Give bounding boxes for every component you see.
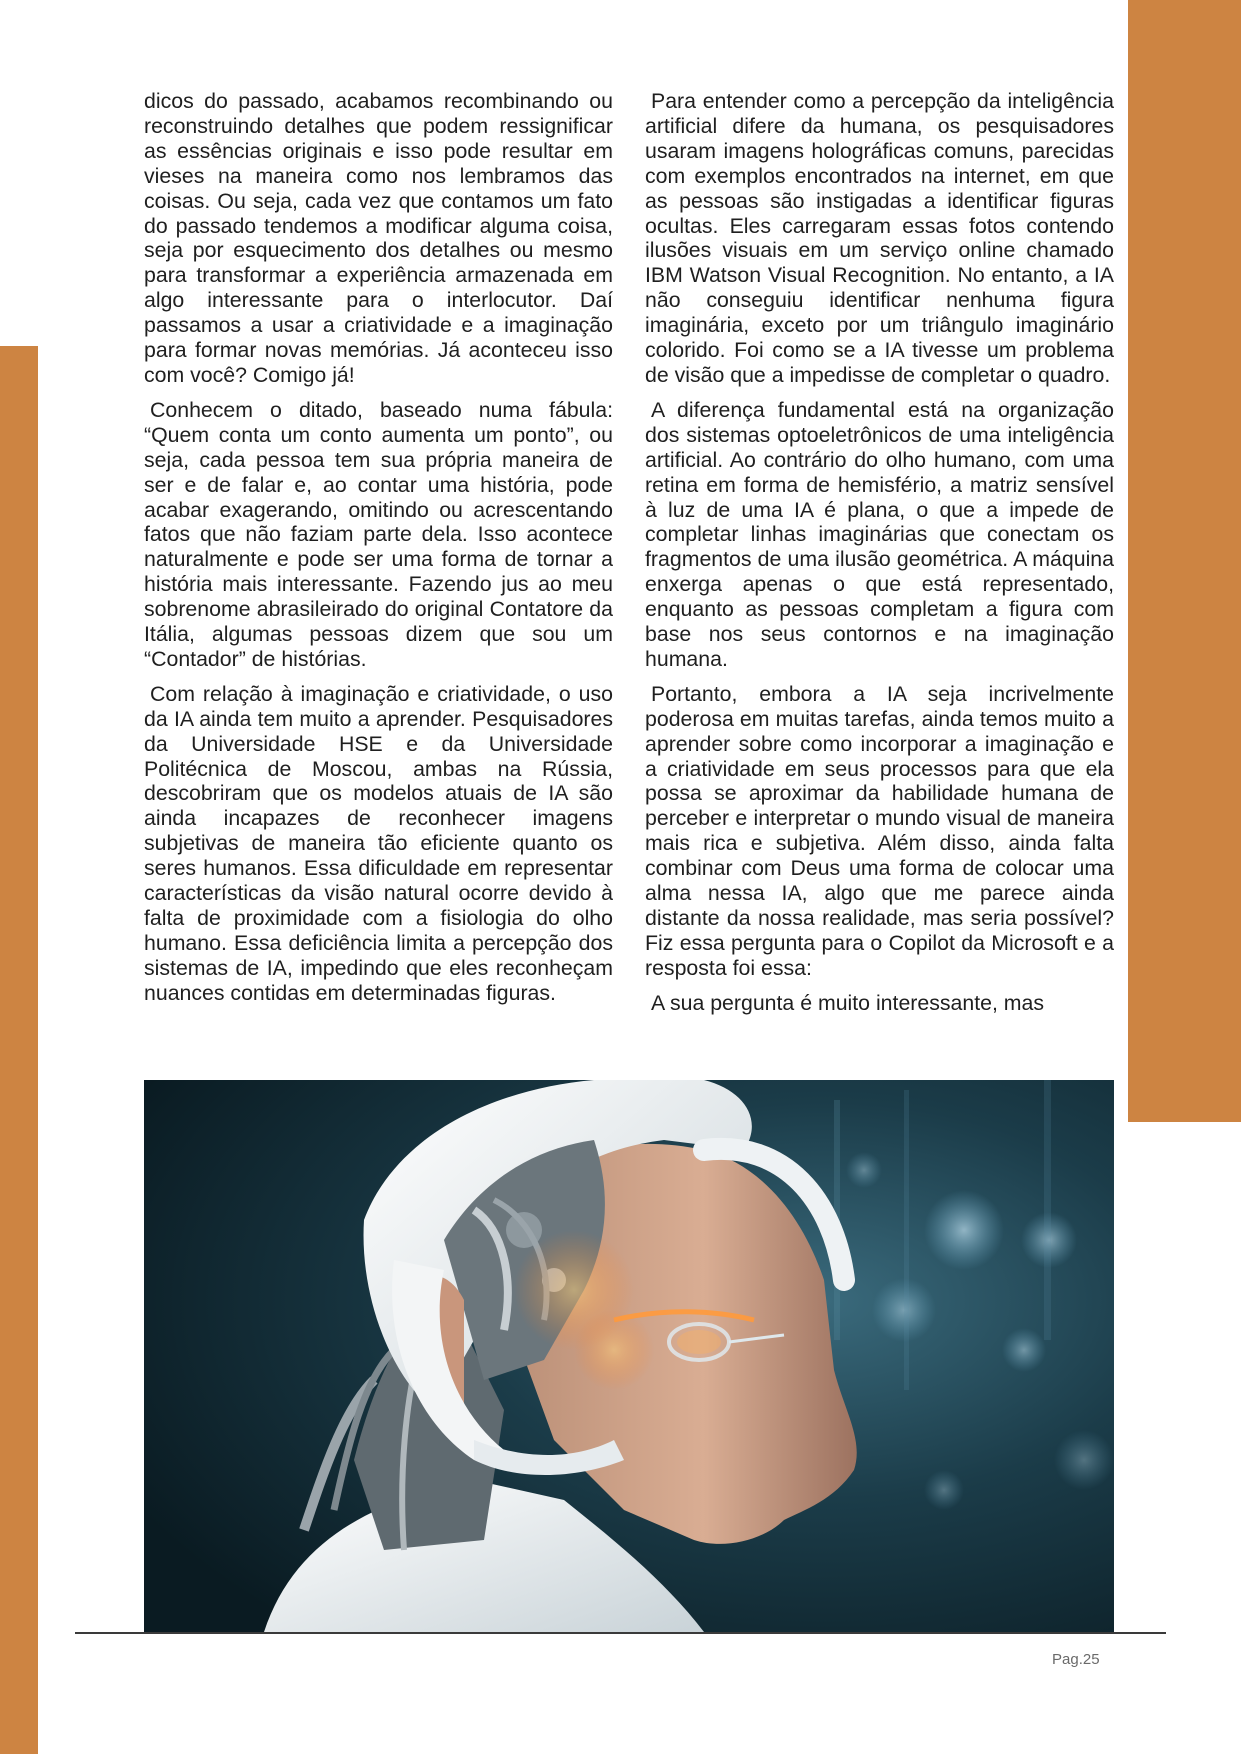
right-accent-bar: [1128, 0, 1241, 1122]
cyborg-head-illustration: [144, 1080, 1114, 1632]
paragraph: Portanto, embora a IA seja incrivelmente poderosa em muitas tarefas, ainda temos muito a aprender sobre como incorporar a imaginação e a criatividade em seus processos para que ela possa se aproximar da habilidade humana de perceber e interpretar o mundo visual de maneira mais rica e subjetiva. Além disso, ainda falta combinar com Deus uma forma de colocar uma alma nessa IA, algo que me parece ainda distante da nossa realidade, mas seria possível? Fiz essa pergunta para o Copilot da Microsoft e a resposta foi essa:: [645, 681, 1114, 980]
paragraph: A diferença fundamental está na organização dos sistemas optoeletrônicos de uma inteligência artificial. Ao contrário do olho humano, com uma retina em forma de hemisfério, a matriz sensível à luz de uma IA é plana, o que a impede de completar linhas imaginárias que conectam os fragmentos de uma ilusão geométrica. A máquina enxerga apenas o que está representado, enquanto as pessoas completam a figura com base nos seus contornos e na imaginação humana.: [645, 397, 1114, 671]
left-accent-bar: [0, 346, 38, 1754]
paragraph: A sua pergunta é muito interessante, mas: [651, 990, 1045, 1015]
paragraph: Para entender como a percepção da inteligência artificial difere da humana, os pesquisadores usaram imagens holográficas comuns, parecidas com exemplos encontrados na internet, em que as pessoas são instigadas a identificar figuras ocultas. Eles carregaram essas fotos contendo ilusões visuais em um serviço online chamado IBM Watson Visual Recognition. No entanto, a IA não conseguiu identificar nenhuma figura imaginária, exceto por um triângulo imaginário colorido. Foi como se a IA tivesse um problema de visão que a impedisse de completar o quadro.: [645, 89, 1114, 387]
page-number: Pag.25: [1052, 1651, 1100, 1668]
footer-rule: [75, 1632, 1166, 1634]
paragraph: Com relação à imaginação e criatividade, o uso da IA ainda tem muito a aprender. Pesquisadores da Universidade HSE e da Universidade Politécnica de Moscou, ambas na Rússia, descobriram que os modelos atuais de IA são ainda incapazes de reconhecer imagens subjetivas de maneira tão eficiente quanto os seres humanos. Essa dificuldade em representar características da visão natural ocorre devido à falta de proximidade com a fisiologia do olho humano. Essa deficiência limita a percepção dos sistemas de IA, impedindo que eles reconheçam nuances contidas em determinadas figuras.: [144, 681, 613, 1005]
right-text-column: [645, 89, 1114, 1047]
paragraph: dicos do passado, acabamos recombinando ou reconstruindo detalhes que podem ressignificar as essências originais e isso pode resultar em vieses na maneira como nos lembramos das coisas. Ou seja, cada vez que contamos um fato do passado tendemos a modificar alguma coisa, seja por esquecimento dos detalhes ou mesmo para transformar a experiência armazenada em algo interessante para o interlocutor. Daí passamos a usar a criatividade e a imaginação para formar novas memórias. Já aconteceu isso com você? Comigo já!: [144, 89, 613, 387]
left-text-column: [144, 89, 613, 1016]
paragraph: Conhecem o ditado, baseado numa fábula: “Quem conta um conto aumenta um ponto”, ou seja, cada pessoa tem sua própria maneira de ser e de falar e, ao contar uma história, pode acabar exagerando, omitindo ou acrescentando fatos que não faziam parte dela. Isso acontece naturalmente e pode ser uma forma de tornar a história mais interessante. Fazendo jus ao meu sobrenome abrasileirado do original Contatore da Itália, algumas pessoas dizem que sou um “Contador” de histórias.: [144, 397, 613, 671]
